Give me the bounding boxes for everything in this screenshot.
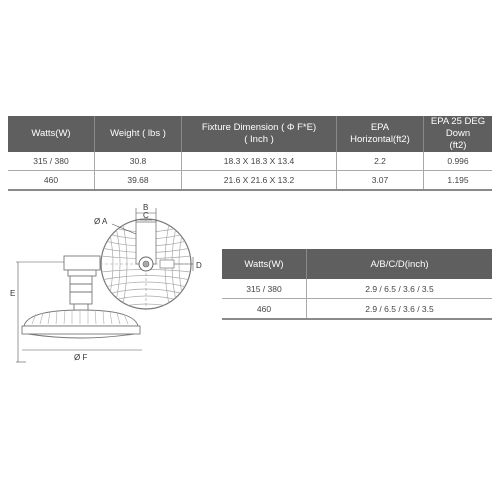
lens-ring bbox=[22, 326, 140, 334]
label-dim-e: E bbox=[10, 289, 16, 298]
spec-cell-epa-25deg: 1.195 bbox=[424, 171, 493, 191]
spec-header-epa-horizontal: EPA Horizontal(ft2) bbox=[337, 116, 424, 152]
label-dim-b: B bbox=[143, 203, 149, 212]
spec-header-epa-25deg: EPA 25 DEG Down (ft2) bbox=[424, 116, 493, 152]
dimension-lines bbox=[16, 208, 193, 362]
dim-cell-watts: 315 / 380 bbox=[222, 279, 307, 299]
spec-header-weight: Weight ( lbs ) bbox=[95, 116, 182, 152]
dim-cell-abcd: 2.9 / 6.5 / 3.6 / 3.5 bbox=[307, 299, 493, 320]
dim-header-watts: Watts(W) bbox=[222, 249, 307, 279]
side-view-drawing bbox=[22, 256, 140, 338]
spec-header-watts: Watts(W) bbox=[8, 116, 95, 152]
dim-row bbox=[222, 279, 492, 299]
spec-cell-weight: 39.68 bbox=[95, 171, 182, 191]
spec-cell-watts: 315 / 380 bbox=[8, 152, 95, 171]
spec-row bbox=[8, 171, 492, 191]
spec-cell-epa-horizontal: 2.2 bbox=[337, 152, 424, 171]
spec-row bbox=[8, 152, 492, 171]
dim-cell-watts: 460 bbox=[222, 299, 307, 320]
label-dim-a: Ø A bbox=[94, 217, 108, 226]
dimension-table bbox=[222, 249, 492, 320]
dim-header-row bbox=[222, 249, 492, 279]
fixture-dimension-drawing bbox=[8, 200, 218, 372]
dim-header-abcd: A/B/C/D(inch) bbox=[307, 249, 493, 279]
dim-cell-abcd: 2.9 / 6.5 / 3.6 / 3.5 bbox=[307, 279, 493, 299]
spec-cell-weight: 30.8 bbox=[95, 152, 182, 171]
spec-header-row bbox=[8, 116, 492, 152]
spec-cell-epa-25deg: 0.996 bbox=[424, 152, 493, 171]
label-dim-f: Ø F bbox=[74, 353, 88, 362]
label-dim-d: D bbox=[196, 261, 202, 270]
side-mount-bracket bbox=[64, 256, 100, 270]
dim-row bbox=[222, 299, 492, 320]
heatsink-dome bbox=[24, 310, 138, 326]
fixture-spec-table bbox=[8, 116, 492, 191]
spec-cell-dimension: 21.6 X 21.6 X 13.2 bbox=[182, 171, 337, 191]
top-view-drawing bbox=[100, 218, 193, 312]
spec-header-dimension: Fixture Dimension ( Φ F*E) ( Inch ) bbox=[182, 116, 337, 152]
spec-cell-watts: 460 bbox=[8, 171, 95, 191]
label-dim-c: C bbox=[143, 211, 149, 220]
driver-housing bbox=[70, 276, 92, 304]
spec-cell-dimension: 18.3 X 18.3 X 13.4 bbox=[182, 152, 337, 171]
spec-cell-epa-horizontal: 3.07 bbox=[337, 171, 424, 191]
